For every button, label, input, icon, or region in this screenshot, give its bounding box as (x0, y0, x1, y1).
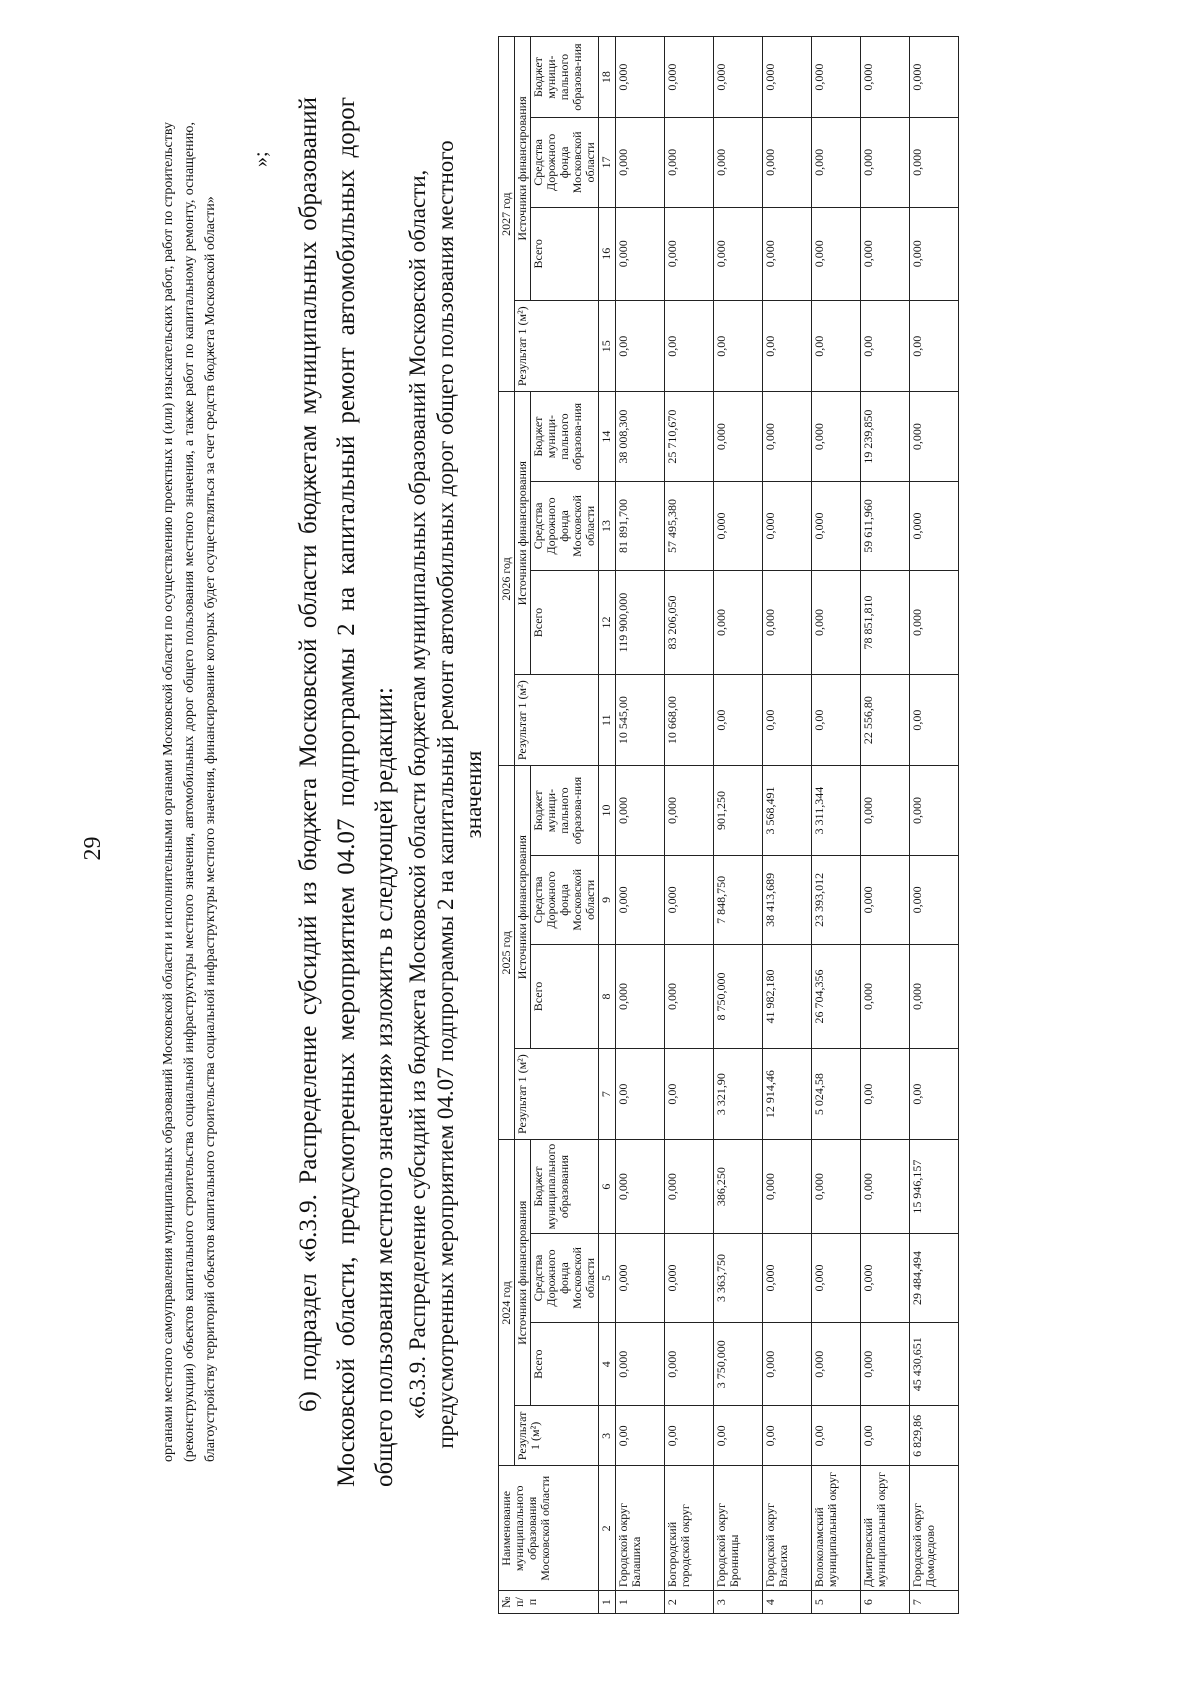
value-cell: 0,000 (763, 571, 812, 675)
year-2027: 2027 год (499, 37, 515, 392)
value-cell: 0,000 (763, 1140, 812, 1234)
value-cell: 0,00 (763, 1406, 812, 1466)
value-cell: 0,000 (714, 481, 763, 570)
value-cell: 3 750,000 (714, 1323, 763, 1406)
col-number: 8 (599, 945, 616, 1049)
value-cell: 0,000 (714, 392, 763, 481)
col-header-num: № п/п (499, 1591, 599, 1614)
col-number: 11 (599, 674, 616, 765)
value-cell: 23 393,012 (812, 855, 861, 944)
col-number: 18 (599, 37, 616, 118)
value-cell: 0,000 (861, 1140, 910, 1234)
col-number: 12 (599, 571, 616, 675)
sources-2025: Источники финансирования (515, 766, 531, 1049)
value-cell: 0,000 (812, 481, 861, 570)
value-cell: 10 545,00 (616, 674, 665, 765)
value-cell: 41 982,180 (763, 945, 812, 1049)
table-body (599, 37, 959, 1614)
value-cell: 0,000 (616, 118, 665, 207)
col-number: 13 (599, 481, 616, 570)
col-header-road-fund: Средства Дорожного фонда Московской области (531, 855, 599, 944)
col-number: 4 (599, 1323, 616, 1406)
row-number: 6 (861, 1591, 910, 1614)
value-cell: 5 024,58 (812, 1048, 861, 1139)
value-cell: 0,000 (616, 1140, 665, 1234)
col-number: 1 (599, 1591, 616, 1614)
table-row (616, 37, 665, 1614)
value-cell: 38 008,300 (616, 392, 665, 481)
value-cell: 3 568,491 (763, 766, 812, 855)
value-cell: 0,000 (763, 1233, 812, 1322)
value-cell: 0,000 (616, 766, 665, 855)
page-number: 29 (80, 836, 106, 861)
intro-paragraph: органами местного самоуправления муниципальных образований Московской области и исполнительными органами Московской области по осуществлению проектных и (или) изыскательских работ, работ по строительству (реконструкции) объектов капитального строительства социальной инфраструктуры местного значения, автомобильных дорог общего пользования местного значения, а также работ по капитальному ремонту, оснащению, благоустройству территорий объектов капитального строительства социальной инфраструктуры местного значения, финансирование которых будет осуществляться за счет средств бюджета Московской области» (161, 122, 218, 1462)
value-cell: 0,00 (861, 301, 910, 392)
col-header-result-2025: Результат 1 (м²) (515, 1048, 599, 1139)
sources-2027: Источники финансирования (515, 37, 531, 301)
value-cell: 0,00 (812, 1406, 861, 1466)
value-cell: 0,000 (616, 37, 665, 118)
col-header-mun-budget: Бюджет муници-пального образова-ния (531, 766, 599, 855)
value-cell: 0,00 (616, 301, 665, 392)
col-header-road-fund: Средства Дорожного фонда Московской области (531, 481, 599, 570)
value-cell: 119 900,000 (616, 571, 665, 675)
value-cell: 0,000 (665, 1323, 714, 1406)
value-cell: 0,000 (910, 855, 959, 944)
value-cell: 19 239,850 (861, 392, 910, 481)
value-cell: 0,000 (812, 118, 861, 207)
value-cell: 0,000 (763, 207, 812, 300)
value-cell: 0,000 (812, 37, 861, 118)
value-cell: 3 321,90 (714, 1048, 763, 1139)
value-cell: 0,000 (861, 118, 910, 207)
value-cell: 0,000 (714, 37, 763, 118)
col-header-name: Наименование муниципального образования Московской области (499, 1466, 599, 1591)
value-cell: 0,000 (861, 1323, 910, 1406)
value-cell: 25 710,670 (665, 392, 714, 481)
value-cell: 0,000 (665, 1233, 714, 1322)
value-cell: 12 914,46 (763, 1048, 812, 1139)
value-cell: 26 704,356 (812, 945, 861, 1049)
value-cell: 386,250 (714, 1140, 763, 1234)
value-cell: 0,00 (812, 301, 861, 392)
value-cell: 57 495,380 (665, 481, 714, 570)
value-cell: 0,000 (910, 481, 959, 570)
row-number: 7 (910, 1591, 959, 1614)
value-cell: 0,000 (812, 207, 861, 300)
year-2026: 2026 год (499, 392, 515, 766)
col-header-total: Всего (531, 207, 599, 300)
value-cell: 0,000 (714, 207, 763, 300)
value-cell: 0,000 (616, 855, 665, 944)
header-row-years (499, 37, 515, 1614)
value-cell: 0,000 (714, 571, 763, 675)
value-cell: 22 556,80 (861, 674, 910, 765)
row-number: 1 (616, 1591, 665, 1614)
col-number: 14 (599, 392, 616, 481)
value-cell: 0,000 (812, 1233, 861, 1322)
value-cell: 0,000 (616, 945, 665, 1049)
value-cell: 45 430,651 (910, 1323, 959, 1406)
subsidy-table-wrapper (498, 36, 959, 1614)
value-cell: 0,000 (910, 945, 959, 1049)
value-cell: 0,000 (861, 1233, 910, 1322)
value-cell: 0,000 (763, 481, 812, 570)
value-cell: 59 611,960 (861, 481, 910, 570)
value-cell: 0,000 (616, 1323, 665, 1406)
table-row (714, 37, 763, 1614)
row-number: 4 (763, 1591, 812, 1614)
value-cell: 0,000 (665, 1140, 714, 1234)
value-cell: 78 851,810 (861, 571, 910, 675)
value-cell: 0,00 (665, 301, 714, 392)
value-cell: 0,000 (616, 207, 665, 300)
value-cell: 0,000 (763, 392, 812, 481)
value-cell: 0,000 (861, 945, 910, 1049)
value-cell: 81 891,700 (616, 481, 665, 570)
value-cell: 0,000 (763, 37, 812, 118)
value-cell: 0,00 (861, 1048, 910, 1139)
value-cell: 0,000 (812, 392, 861, 481)
value-cell: 38 413,689 (763, 855, 812, 944)
amendment-paragraph: 6) подраздел «6.3.9. Распределение субсидий из бюджета Московской области бюджетам муниципальных образований Московской области, предусмотренных мероприятием 04.07 подпрограммы 2 на капитальный ремонт автомобильных дорог общего пользования местного значения» изложить в следующей редакции: (295, 97, 398, 1487)
value-cell: 0,00 (714, 1406, 763, 1466)
value-cell: 0,000 (812, 1323, 861, 1406)
col-header-total: Всего (531, 945, 599, 1049)
value-cell: 0,00 (616, 1048, 665, 1139)
municipality-name: Волоколамский муниципальный округ (812, 1466, 861, 1591)
table-row (812, 37, 861, 1614)
col-header-result-2024: Результат 1 (м²) (515, 1406, 599, 1466)
header-row-columns (531, 37, 599, 1614)
value-cell: 10 668,00 (665, 674, 714, 765)
value-cell: 0,00 (763, 301, 812, 392)
municipality-name: Городской округ Домодедово (910, 1466, 959, 1591)
value-cell: 0,000 (910, 392, 959, 481)
value-cell: 0,000 (665, 37, 714, 118)
value-cell: 0,00 (910, 1048, 959, 1139)
value-cell: 0,000 (665, 855, 714, 944)
municipality-name: Городской округ Бронницы (714, 1466, 763, 1591)
col-number: 9 (599, 855, 616, 944)
subsidy-table (498, 36, 959, 1614)
value-cell: 0,000 (812, 571, 861, 675)
value-cell: 0,00 (812, 674, 861, 765)
col-header-total: Всего (531, 1323, 599, 1406)
col-header-mun-budget: Бюджет муници-пального образова-ния (531, 37, 599, 118)
value-cell: 15 946,157 (910, 1140, 959, 1234)
col-header-result-2026: Результат 1 (м²) (515, 674, 599, 765)
value-cell: 0,000 (910, 118, 959, 207)
col-number: 7 (599, 1048, 616, 1139)
table-row (763, 37, 812, 1614)
value-cell: 3 311,344 (812, 766, 861, 855)
section-heading: «6.3.9. Распределение субсидий из бюджета Московской области бюджетам муниципальных образований Московской области, предусмотренных мероприятием 04.07 подпрограммы 2 на капитальный ремонт автомобильных дорог общего пользования местного значения (405, 140, 486, 1449)
value-cell: 83 206,050 (665, 571, 714, 675)
row-number: 3 (714, 1591, 763, 1614)
value-cell: 0,000 (910, 207, 959, 300)
value-cell: 0,000 (910, 766, 959, 855)
value-cell: 0,00 (616, 1406, 665, 1466)
row-number: 2 (665, 1591, 714, 1614)
value-cell: 0,000 (665, 945, 714, 1049)
col-number: 17 (599, 118, 616, 207)
col-number: 3 (599, 1406, 616, 1466)
value-cell: 6 829,86 (910, 1406, 959, 1466)
value-cell: 0,000 (910, 37, 959, 118)
value-cell: 7 848,750 (714, 855, 763, 944)
municipality-name: Богородский городской округ (665, 1466, 714, 1591)
value-cell: 0,000 (665, 766, 714, 855)
year-2025: 2025 год (499, 766, 515, 1140)
col-number: 10 (599, 766, 616, 855)
quote-close: »; (250, 151, 272, 167)
value-cell: 0,000 (616, 1233, 665, 1322)
col-number: 16 (599, 207, 616, 300)
value-cell: 0,00 (763, 674, 812, 765)
col-number: 6 (599, 1140, 616, 1234)
municipality-name: Городской округ Балашиха (616, 1466, 665, 1591)
table-row (910, 37, 959, 1614)
value-cell: 0,00 (665, 1048, 714, 1139)
col-number: 15 (599, 301, 616, 392)
value-cell: 29 484,494 (910, 1233, 959, 1322)
value-cell: 0,00 (910, 674, 959, 765)
year-2024: 2024 год (499, 1140, 515, 1466)
table-row (665, 37, 714, 1614)
municipality-name: Городской округ Власиха (763, 1466, 812, 1591)
col-number: 2 (599, 1466, 616, 1591)
col-header-road-fund: Средства Дорожного фонда Московской области (531, 118, 599, 207)
value-cell: 8 750,000 (714, 945, 763, 1049)
col-header-result-2027: Результат 1 (м²) (515, 301, 599, 392)
col-header-road-fund: Средства Дорожного фонда Московской области (531, 1233, 599, 1322)
value-cell: 901,250 (714, 766, 763, 855)
value-cell: 0,000 (763, 118, 812, 207)
value-cell: 0,000 (861, 37, 910, 118)
header-row-sources (515, 37, 531, 1614)
value-cell: 3 363,750 (714, 1233, 763, 1322)
value-cell: 0,00 (714, 301, 763, 392)
municipality-name: Дмитровский муниципальный округ (861, 1466, 910, 1591)
col-header-mun-budget: Бюджет муници-пального образова-ния (531, 392, 599, 481)
sources-2026: Источники финансирования (515, 392, 531, 675)
value-cell: 0,00 (861, 1406, 910, 1466)
value-cell: 0,000 (812, 1140, 861, 1234)
col-header-total: Всего (531, 571, 599, 675)
value-cell: 0,000 (861, 855, 910, 944)
value-cell: 0,000 (763, 1323, 812, 1406)
value-cell: 0,00 (714, 674, 763, 765)
value-cell: 0,000 (714, 118, 763, 207)
value-cell: 0,000 (861, 207, 910, 300)
col-number: 5 (599, 1233, 616, 1322)
table-row (861, 37, 910, 1614)
value-cell: 0,000 (665, 118, 714, 207)
row-number: 5 (812, 1591, 861, 1614)
col-header-mun-budget: Бюджет муниципального образования (531, 1140, 599, 1234)
value-cell: 0,00 (910, 301, 959, 392)
sources-2024: Источники финансирования (515, 1140, 531, 1406)
value-cell: 0,000 (861, 766, 910, 855)
value-cell: 0,000 (910, 571, 959, 675)
column-number-row (599, 37, 616, 1614)
value-cell: 0,000 (665, 207, 714, 300)
value-cell: 0,00 (665, 1406, 714, 1466)
